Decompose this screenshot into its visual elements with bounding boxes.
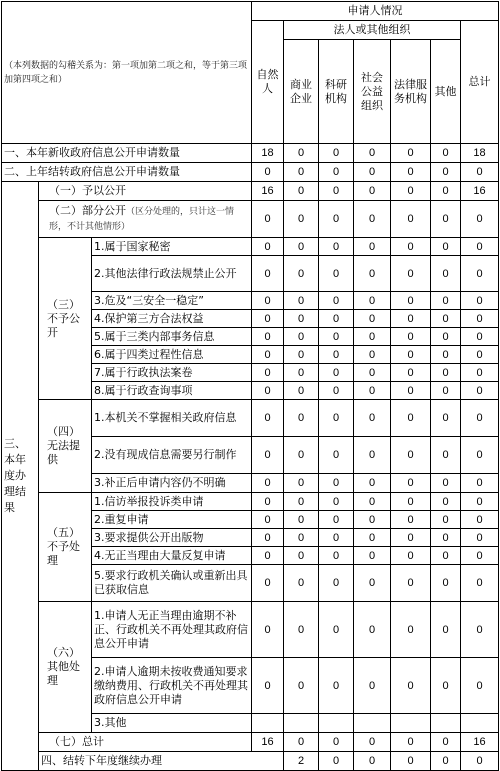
- cell: 0: [284, 602, 319, 658]
- row-label: 3.补正后申请内容仍不明确: [92, 474, 252, 493]
- cell: 0: [354, 493, 391, 511]
- cell: 0: [284, 201, 319, 238]
- col-research: 科研机构: [319, 40, 354, 144]
- cell: 0: [391, 733, 431, 752]
- cell: 16: [252, 733, 284, 752]
- cell: 0: [391, 238, 431, 256]
- cell: 2: [284, 752, 319, 771]
- cell: 0: [354, 144, 391, 163]
- cell: 0: [354, 201, 391, 238]
- applicant-info-header: 申请人情况: [252, 2, 499, 21]
- cell: 0: [354, 346, 391, 364]
- row-label: 2.重复申请: [92, 511, 252, 529]
- cell: 0: [252, 565, 284, 602]
- cell: 0: [354, 400, 391, 437]
- cell: 0: [391, 201, 431, 238]
- cell: 0: [319, 310, 354, 328]
- cell: 0: [319, 364, 354, 382]
- cell: 0: [431, 602, 461, 658]
- cell: 0: [319, 346, 354, 364]
- legal-or-other-header: 法人或其他组织: [284, 21, 461, 40]
- row-label: 2.其他法律行政法规禁止公开: [92, 256, 252, 292]
- cell: 0: [354, 292, 391, 310]
- cell: 0: [252, 310, 284, 328]
- cell: 0: [284, 474, 319, 493]
- cell: 0: [252, 400, 284, 437]
- cell: 0: [284, 529, 319, 547]
- group-3-label: （三）不予公开: [39, 238, 92, 400]
- table-row: [2, 493, 499, 511]
- cell: 0: [252, 382, 284, 400]
- cell: 0: [284, 382, 319, 400]
- cell: 0: [319, 163, 354, 182]
- row-label: 二、上年结转政府信息公开申请数量: [2, 163, 252, 182]
- cell: 0: [391, 437, 431, 474]
- cell: 0: [284, 328, 319, 346]
- cell: 0: [252, 346, 284, 364]
- cell: 0: [252, 437, 284, 474]
- cell: 0: [284, 256, 319, 292]
- section-3-label: 三、本年度办理结果: [2, 182, 39, 771]
- cell: 0: [252, 493, 284, 511]
- cell: 0: [252, 201, 284, 238]
- group-4-label: （四）无法提供: [39, 400, 92, 493]
- table-row: [2, 238, 499, 256]
- col-total: 总计: [461, 21, 499, 144]
- cell: 0: [354, 437, 391, 474]
- cell: 0: [284, 238, 319, 256]
- cell: 0: [354, 256, 391, 292]
- cell: 0: [391, 602, 431, 658]
- cell: 0: [461, 474, 499, 493]
- row-label: [39, 201, 252, 238]
- col-social: 社会公益组织: [354, 40, 391, 144]
- cell: 0: [431, 493, 461, 511]
- cell: 0: [354, 658, 391, 714]
- cell: 0: [319, 201, 354, 238]
- cell: 0: [319, 400, 354, 437]
- cell: 0: [431, 733, 461, 752]
- table-row: [2, 602, 499, 658]
- cell: 0: [461, 752, 499, 771]
- cell: 0: [391, 328, 431, 346]
- cell: 0: [431, 752, 461, 771]
- row-label: 5.要求行政机关确认或重新出具已获取信息: [92, 565, 252, 602]
- cell: 0: [284, 437, 319, 474]
- cell: 0: [461, 658, 499, 714]
- cell: 0: [319, 144, 354, 163]
- cell: 0: [284, 364, 319, 382]
- cell: [391, 714, 431, 733]
- cell: 0: [284, 493, 319, 511]
- cell: 0: [391, 474, 431, 493]
- row-label: 2.申请人逾期未按收费通知要求缴纳费用、行政机关不再处理其政府信息公开申请: [92, 658, 252, 714]
- cell: 0: [431, 310, 461, 328]
- row-label: 3.其他: [92, 714, 252, 733]
- cell: 0: [319, 547, 354, 565]
- cell: 0: [391, 529, 431, 547]
- cell: 0: [461, 565, 499, 602]
- cell: 0: [284, 346, 319, 364]
- cell: 0: [431, 364, 461, 382]
- cell: 0: [319, 474, 354, 493]
- cell: 0: [354, 547, 391, 565]
- row-label-note: （区分处理的，只计这一情形，不计其他情形）: [49, 207, 235, 232]
- table-row: [2, 733, 499, 752]
- cell: [284, 714, 319, 733]
- cell: 16: [461, 182, 499, 201]
- cell: 0: [391, 400, 431, 437]
- cell: 0: [391, 346, 431, 364]
- cell: 0: [252, 602, 284, 658]
- row-label: 5.属于三类内部事务信息: [92, 328, 252, 346]
- cell: 0: [431, 182, 461, 201]
- cell: 0: [319, 382, 354, 400]
- cell: 0: [284, 144, 319, 163]
- cell: 0: [431, 346, 461, 364]
- cell: 0: [461, 602, 499, 658]
- cell: 0: [391, 382, 431, 400]
- table-row: [2, 201, 499, 238]
- cell: 0: [461, 201, 499, 238]
- cell: 0: [431, 529, 461, 547]
- cell: 0: [319, 256, 354, 292]
- cell: 0: [391, 182, 431, 201]
- row-label: 8.属于行政查询事项: [92, 382, 252, 400]
- cell: 0: [431, 144, 461, 163]
- cell: 0: [284, 400, 319, 437]
- cell: 0: [252, 547, 284, 565]
- cell: 0: [284, 511, 319, 529]
- col-commercial: 商业企业: [284, 40, 319, 144]
- cell: 18: [252, 144, 284, 163]
- cell: 0: [461, 382, 499, 400]
- cell: 0: [391, 256, 431, 292]
- cell: 0: [461, 547, 499, 565]
- table-row: [2, 163, 499, 182]
- row-label: 3.危及“三安全一稳定”: [92, 292, 252, 310]
- cell: 0: [354, 529, 391, 547]
- group-5-label: （五）不予处理: [39, 493, 92, 602]
- cell: 0: [319, 602, 354, 658]
- cell: 0: [461, 292, 499, 310]
- cell: 0: [461, 511, 499, 529]
- note-cell: （本列数据的勾稽关系为：第一项加第二项之和，等于第三项加第四项之和）: [2, 2, 252, 144]
- cell: 0: [252, 256, 284, 292]
- row-label: 四、结转下年度继续办理: [39, 752, 284, 771]
- cell: 0: [284, 733, 319, 752]
- row-label: 4.无正当理由大量反复申请: [92, 547, 252, 565]
- cell: 0: [461, 400, 499, 437]
- cell: 0: [354, 752, 391, 771]
- cell: 0: [354, 511, 391, 529]
- cell: 0: [319, 752, 354, 771]
- row-label: 2.没有现成信息需要另行制作: [92, 437, 252, 474]
- cell: 0: [354, 382, 391, 400]
- group-6-label: （六）其他处理: [39, 602, 92, 733]
- cell: 0: [252, 328, 284, 346]
- cell: 0: [461, 364, 499, 382]
- col-other: 其他: [431, 40, 461, 144]
- row-label: （一）予以公开: [39, 182, 252, 201]
- row-label: （七）总计: [39, 733, 252, 752]
- cell: 0: [461, 163, 499, 182]
- table-row: [2, 182, 499, 201]
- cell: 16: [252, 182, 284, 201]
- cell: 0: [319, 529, 354, 547]
- cell: 0: [319, 565, 354, 602]
- cell: 0: [252, 238, 284, 256]
- cell: 0: [461, 437, 499, 474]
- cell: 0: [354, 565, 391, 602]
- cell: 0: [431, 238, 461, 256]
- cell: 0: [319, 733, 354, 752]
- cell: 0: [391, 752, 431, 771]
- cell: 0: [284, 292, 319, 310]
- cell: 0: [319, 238, 354, 256]
- row-label: 6.属于四类过程性信息: [92, 346, 252, 364]
- row-label: 1.本机关不掌握相关政府信息: [92, 400, 252, 437]
- cell: 0: [319, 292, 354, 310]
- cell: 0: [319, 437, 354, 474]
- cell: [252, 714, 284, 733]
- cell: 0: [319, 328, 354, 346]
- cell: 0: [391, 493, 431, 511]
- cell: 0: [391, 565, 431, 602]
- cell: 0: [354, 238, 391, 256]
- cell: 0: [461, 493, 499, 511]
- cell: 0: [391, 310, 431, 328]
- row-label-main: （二）部分公开: [49, 204, 126, 217]
- cell: [319, 714, 354, 733]
- cell: 0: [391, 144, 431, 163]
- cell: 0: [431, 437, 461, 474]
- cell: 0: [391, 511, 431, 529]
- cell: [461, 714, 499, 733]
- cell: 0: [431, 511, 461, 529]
- foi-statistics-table: [1, 1, 499, 771]
- cell: 0: [252, 529, 284, 547]
- cell: 0: [391, 292, 431, 310]
- row-label: 1.信访举报投诉类申请: [92, 493, 252, 511]
- cell: 0: [319, 182, 354, 201]
- cell: 0: [431, 400, 461, 437]
- cell: 0: [431, 201, 461, 238]
- cell: [431, 714, 461, 733]
- cell: 0: [354, 733, 391, 752]
- table-row: [2, 400, 499, 437]
- cell: 0: [431, 292, 461, 310]
- cell: 0: [252, 163, 284, 182]
- cell: 0: [431, 547, 461, 565]
- cell: 0: [431, 565, 461, 602]
- cell: 0: [431, 474, 461, 493]
- cell: 0: [284, 658, 319, 714]
- cell: 0: [354, 310, 391, 328]
- cell: 16: [461, 733, 499, 752]
- row-label: 3.要求提供公开出版物: [92, 529, 252, 547]
- col-natural-person: 自然人: [252, 21, 284, 144]
- row-label: 1.属于国家秘密: [92, 238, 252, 256]
- cell: 0: [391, 658, 431, 714]
- cell: 0: [284, 565, 319, 602]
- cell: 0: [284, 310, 319, 328]
- cell: 0: [252, 658, 284, 714]
- cell: 0: [431, 382, 461, 400]
- cell: 0: [431, 256, 461, 292]
- cell: 0: [354, 182, 391, 201]
- cell: 0: [319, 493, 354, 511]
- cell: 0: [354, 474, 391, 493]
- row-label: 4.保护第三方合法权益: [92, 310, 252, 328]
- cell: 0: [354, 328, 391, 346]
- cell: 0: [252, 364, 284, 382]
- cell: 0: [284, 547, 319, 565]
- cell: 0: [354, 602, 391, 658]
- cell: 0: [284, 182, 319, 201]
- cell: 0: [431, 328, 461, 346]
- cell: 0: [391, 163, 431, 182]
- cell: 0: [354, 364, 391, 382]
- cell: 18: [461, 144, 499, 163]
- cell: 0: [461, 256, 499, 292]
- table-row: [2, 144, 499, 163]
- row-label: 7.属于行政执法案卷: [92, 364, 252, 382]
- cell: 0: [461, 238, 499, 256]
- cell: 0: [461, 346, 499, 364]
- cell: 0: [252, 511, 284, 529]
- cell: 0: [391, 547, 431, 565]
- cell: 0: [319, 658, 354, 714]
- cell: 0: [252, 474, 284, 493]
- cell: 0: [431, 163, 461, 182]
- cell: 0: [461, 310, 499, 328]
- cell: 0: [431, 658, 461, 714]
- row-label: 1.申请人无正当理由逾期不补正、行政机关不再处理其政府信息公开申请: [92, 602, 252, 658]
- row-label: 一、本年新收政府信息公开申请数量: [2, 144, 252, 163]
- cell: 0: [461, 529, 499, 547]
- cell: 0: [252, 292, 284, 310]
- cell: 0: [391, 364, 431, 382]
- cell: 0: [284, 163, 319, 182]
- cell: 0: [461, 328, 499, 346]
- cell: 0: [354, 163, 391, 182]
- cell: [354, 714, 391, 733]
- cell: 0: [319, 511, 354, 529]
- col-legal: 法律服务机构: [391, 40, 431, 144]
